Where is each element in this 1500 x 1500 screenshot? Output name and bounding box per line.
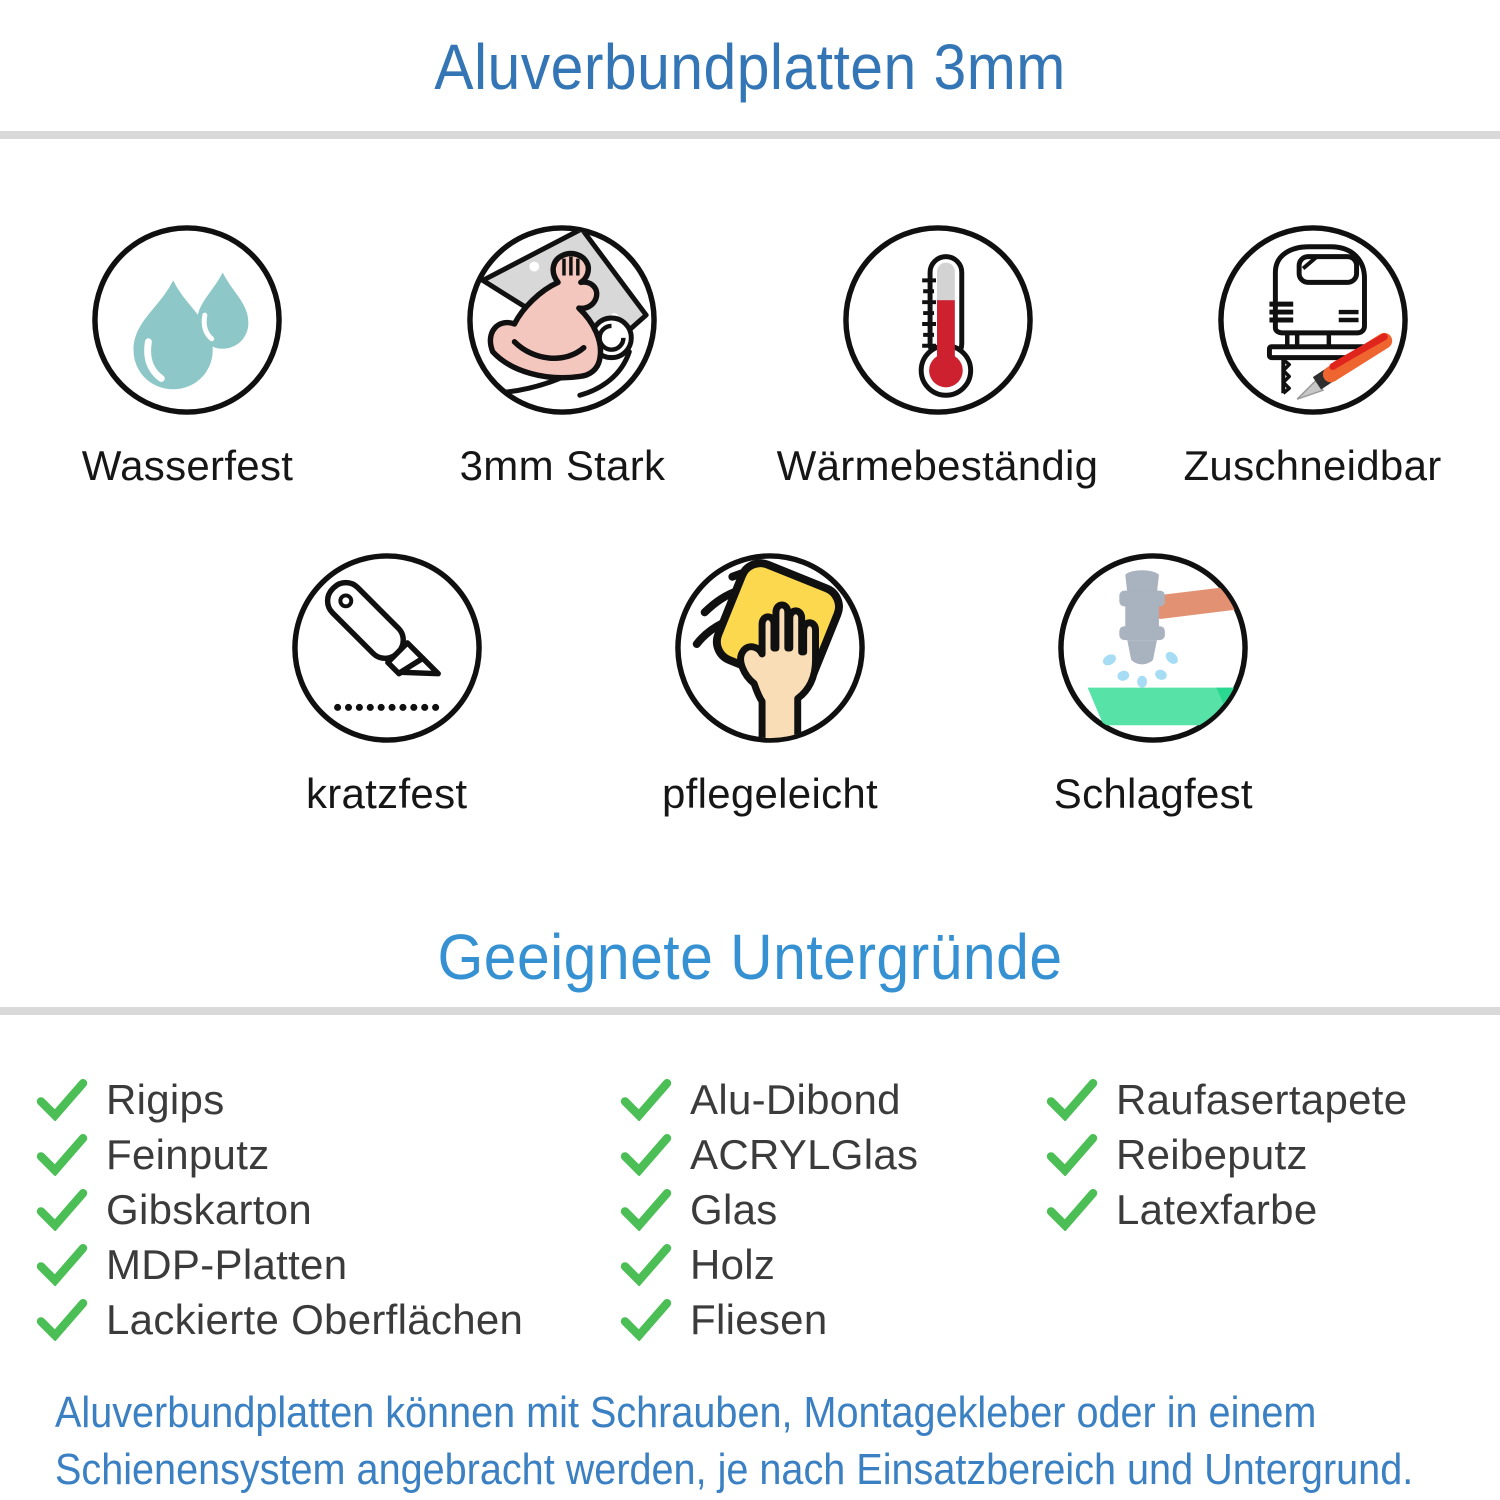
feature-kratzfest: [288, 549, 486, 818]
muscle-arm-icon: [463, 221, 661, 419]
substrates-column-2: [620, 1072, 918, 1347]
check-icon: [1046, 1079, 1098, 1121]
substrates-column-1: [36, 1072, 523, 1347]
hammer-impact-icon: [1054, 549, 1252, 747]
check-icon: [36, 1079, 88, 1121]
feature-label: Wärmebeständig: [776, 442, 1099, 489]
list-item: [36, 1237, 523, 1292]
check-icon: [36, 1134, 88, 1176]
divider: [0, 131, 1500, 139]
mounting-note-line2: Schienensystem angebracht werden, je nach Einsatzbereich und Untergrund.: [55, 1445, 1414, 1494]
divider: [0, 1007, 1500, 1015]
page-title: Aluverbundplatten 3mm: [434, 31, 1066, 103]
list-item-label: Glas: [690, 1185, 778, 1233]
feature-label: Wasserfest: [81, 442, 294, 489]
feature-waermebestaendig: [777, 221, 1099, 490]
utility-knife-icon: [288, 549, 486, 747]
feature-zuschneidbar: [1183, 221, 1441, 490]
thermometer-icon: [839, 221, 1037, 419]
list-item: [36, 1292, 523, 1347]
feature-3mm-stark: [460, 221, 666, 490]
feature-label: pflegeleicht: [661, 770, 879, 817]
list-item-label: Feinputz: [106, 1130, 270, 1178]
list-item-label: MDP-Platten: [106, 1240, 348, 1288]
check-icon: [620, 1079, 672, 1121]
check-icon: [1046, 1134, 1098, 1176]
feature-label: Schlagfest: [1053, 770, 1253, 817]
check-icon: [36, 1244, 88, 1286]
list-item: [620, 1292, 918, 1347]
feature-label: 3mm Stark: [459, 442, 666, 489]
list-item: [36, 1072, 523, 1127]
check-icon: [1046, 1189, 1098, 1231]
mounting-note-line1: Aluverbundplatten können mit Schrauben, Montagekleber oder in einem: [55, 1388, 1317, 1437]
feature-schlagfest: [1054, 549, 1253, 818]
list-item-label: Fliesen: [690, 1295, 828, 1343]
substrates-column-3: [1046, 1072, 1407, 1237]
feature-row-1: [0, 221, 1500, 490]
feature-wasserfest: [82, 221, 293, 490]
feature-pflegeleicht: [662, 549, 878, 818]
list-item-label: Rigips: [106, 1075, 225, 1123]
list-item: [1046, 1127, 1407, 1182]
feature-label: kratzfest: [305, 770, 468, 817]
list-item-label: Gibskarton: [106, 1185, 313, 1233]
check-icon: [36, 1299, 88, 1341]
feature-row-2: [195, 549, 1345, 818]
feature-label: Zuschneidbar: [1183, 442, 1442, 489]
section-title-untergruende: Geeignete Untergründe: [437, 921, 1063, 993]
list-item-label: Raufasertapete: [1116, 1075, 1408, 1123]
jigsaw-cutter-icon: [1214, 221, 1412, 419]
list-item: [620, 1182, 918, 1237]
list-item-label: Alu-Dibond: [690, 1075, 901, 1123]
water-drops-icon: [88, 221, 286, 419]
cleaning-hand-icon: [671, 549, 869, 747]
list-item-label: Latexfarbe: [1116, 1185, 1318, 1233]
list-item: [620, 1127, 918, 1182]
list-item: [620, 1072, 918, 1127]
check-icon: [36, 1189, 88, 1231]
list-item: [620, 1237, 918, 1292]
list-item-label: Lackierte Oberflächen: [106, 1295, 524, 1343]
list-item: [1046, 1072, 1407, 1127]
list-item-label: Reibeputz: [1116, 1130, 1308, 1178]
list-item: [1046, 1182, 1407, 1237]
list-item: [36, 1127, 523, 1182]
check-icon: [620, 1189, 672, 1231]
mounting-note: [55, 1384, 1413, 1498]
check-icon: [620, 1244, 672, 1286]
list-item: [36, 1182, 523, 1237]
list-item-label: ACRYLGlas: [690, 1130, 919, 1178]
list-item-label: Holz: [690, 1240, 776, 1288]
substrates-list: [0, 1072, 1500, 1362]
check-icon: [620, 1134, 672, 1176]
check-icon: [620, 1299, 672, 1341]
